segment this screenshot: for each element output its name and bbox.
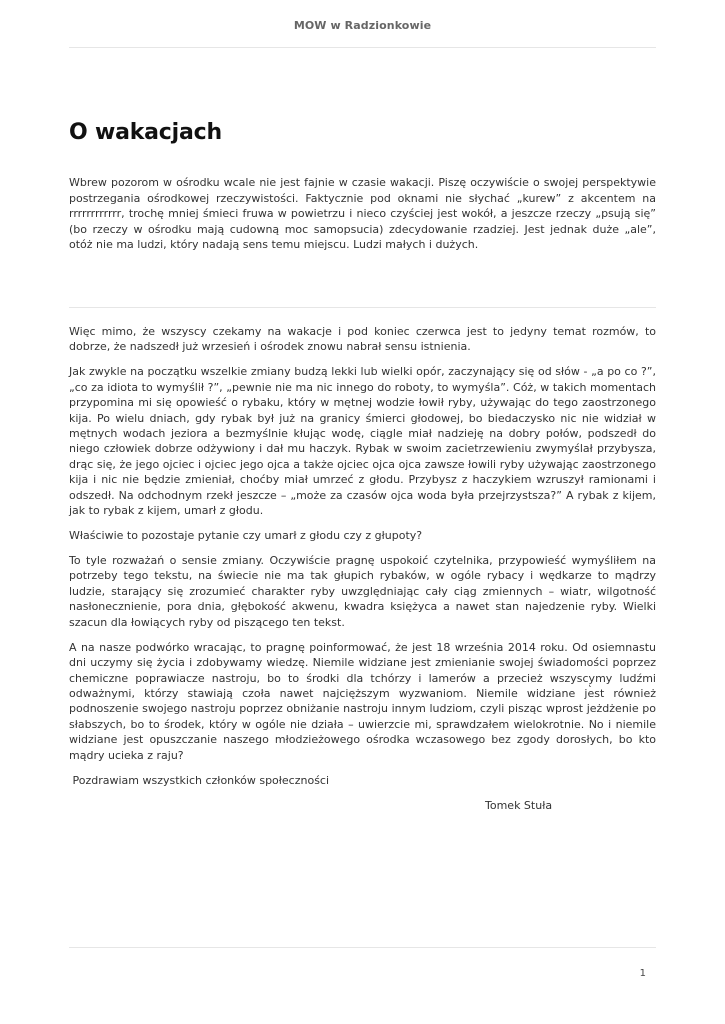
intro-divider xyxy=(69,307,656,308)
body-paragraph: A na nasze podwórko wracając, to pragnę poinformować, że jest 18 września 2014 roku. Od osiemnastu dni uczymy się życia i zdobywamy wiedzę. Niemile widziane jest zmienianie swojej świadomości poprzez chemiczne poprawiacze nastroju, bo to środki dla tchórzy i lamerów a przecież wszyscy̨my ludźmi odważnymi, którzy stawiają czoła nawet najcięższym wyzwaniom. Niemile widziane jest również podnoszenie swojego nastroju poprzez obniżanie nastroju innym ludziom, czyli pisząc wprost jeżdżenie po słabszych, bo to środek, który w ogóle nie działa – uwierzcie mi, sprawdzałem wielokrotnie. No i niemile widziane jest opuszczanie naszego młodzieżowego ośrodka wczasowego bez zgody dorosłych, bo kto mądry ucieka z raju? xyxy=(69,640,656,762)
body-paragraph: Właściwie to pozostaje pytanie czy umarł z głodu czy z głupoty? xyxy=(69,529,423,543)
body-paragraph: To tyle rozważań o sensie zmiany. Oczywiście pragnę uspokoić czytelnika, przypowieść wymyśliłem na potrzeby tego tekstu, na świecie nie ma tak głupich rybaków, w ogóle rybacy i wędkarze to mądrzy ludzie, starający się zrozumieć charakter ryby uwzględniając cały ciąg zmiennych – wiatr, wilgotność nasłonecznienie, pora dnia, głębokość akwenu, kwadra księżyca a nawet stan najedzenie ryby. Wielki szacun dla łowiących ryby od piszącego ten tekst. xyxy=(69,554,656,629)
article-body xyxy=(69,324,656,823)
greeting-line: Pozdrawiam wszystkich członków społeczności xyxy=(69,773,330,787)
body-paragraph: Więc mimo, że wszyscy czekamy na wakacje i pod koniec czerwca jest to jedyny temat rozmów, to dobrze, że nadszedł już wrzesień i ośrodek znowu nabrał sensu istnienia. xyxy=(69,325,656,354)
author-signature: Tomek Stuła xyxy=(485,798,553,812)
site-title: MOW w Radzionkowie xyxy=(293,19,432,32)
header-divider xyxy=(69,47,656,48)
body-paragraph: Jak zwykle na początku wszelkie zmiany budzą lekki lub wielki opór, zaczynający się od słów - „a po co ?”, „co za idiota to wymyślił ?”, „pewnie nie ma nic innego do roboty, to wymyśla”. Cóż, w takich momentach przypomina mi się opowieść o rybaku, który w mętnej wodzie łowił ryby, używając do tego zaostrzonego kija. Po wielu dniach, gdy rybak był już na granicy śmierci głodowej, bo biedaczysko nic nie widział w mętnych wodach jeziora a bezmyślnie kłując wodę, ciągle miał nadzieję na dobry połów, podszedł do niego człowiek dobrze odżywiony i dał mu haczyk. Rybak w swoim zacietrzewieniu zwymyślał przybysza, drąc się, że jego ojciec i ojciec jego ojca a także ojciec ojca ojca zawsze łowili ryby używając zaostrzonego kija i nic nie będzie zmieniał, choćby miał umrzeć z głodu. Przybysz z haczykiem wzruszył ramionami i odszedł. Na odchodnym rzekł jeszcze – „może za czasów ojca woda była przejrzystsza?” A rybak z kijem, jak to rybak z kijem, umarł z głodu. xyxy=(69,365,656,518)
footer-divider xyxy=(69,947,656,948)
article-intro: Wbrew pozorom w ośrodku wcale nie jest fajnie w czasie wakacji. Piszę oczywiście o swojej perspektywie postrzegania ośrodkowej rzeczywistości. Faktycznie pod oknami nie słychać „kurew” z akcentem na rrrrrrrrrrrr, trochę mniej śmieci fruwa w powietrzu i nieco czyściej jest wokół, a jeszcze rzeczy „psują się” (bo rzeczy w ośrodku mają cudowną moc samopsucia) zdecydowanie rzadziej. Jest jednak duże „ale”, otóż nie ma ludzi, który nadają sens temu miejscu. Ludzi małych i dużych. xyxy=(69,176,656,252)
page-number: 1 xyxy=(639,968,646,979)
article-title: O wakacjach xyxy=(69,120,222,145)
